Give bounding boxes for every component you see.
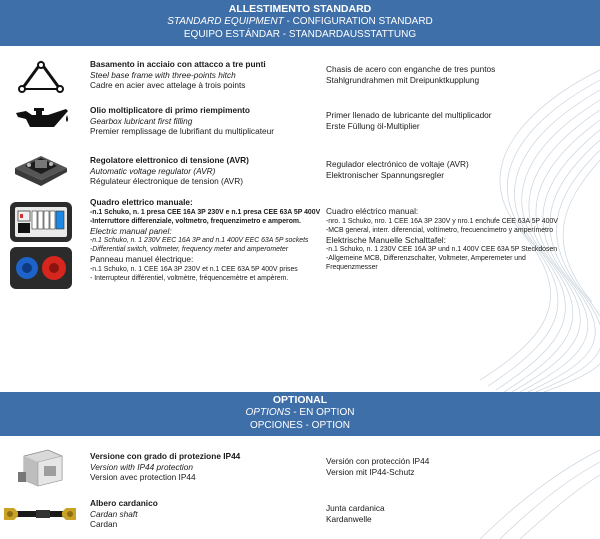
item-title: Regolatore elettronico di tensione (AVR) — [90, 155, 249, 165]
item-title: Basamento in acciaio con attacco a tre punti — [90, 59, 266, 69]
standard-title-en-fr: STANDARD EQUIPMENT - CONFIGURATION STANDARD — [167, 16, 433, 27]
panel-de-title: Elektrische Manuelle Schalttafel: — [326, 234, 446, 245]
cardan-shaft-icon — [2, 501, 78, 527]
panel-title: Quadro elettrico manuale: — [90, 197, 193, 207]
electric-panel-icon — [9, 201, 73, 291]
optional-title-es-de: OPCIONES - OPTION — [249, 419, 350, 431]
three-point-hitch-icon — [16, 58, 66, 94]
panel-es-1: -nro. 1 Schuko, nro. 1 CEE 16A 3P 230V y nro.1 enchufe CEE 63A 5P 400V — [326, 217, 558, 225]
panel-de-1: -n.1 Schuko, n. 1 230V CEE 16A 3P und n.1 400V CEE 63A 5P Steckdosen — [326, 246, 558, 254]
panel-de-3: Frequenzmesser — [326, 264, 378, 272]
standard-title-es-de: EQUIPO ESTÁNDAR - STANDARDAUSSTATTUNG — [183, 28, 417, 40]
panel-en-1: -n.1 Schuko, n. 1 230V EEC 16A 3P and n.1 400V EEC 63A 5P sockets — [90, 237, 309, 245]
item-de: Stahlgrundrahmen mit Dreipunktkupplung — [326, 74, 480, 85]
option-fr: Cardan — [90, 519, 118, 530]
option-fr: Version avec protection IP44 — [90, 472, 196, 483]
option-de: Kardanwelle — [326, 513, 372, 524]
panel-es-2: -MCB general, interr. diferencial, voltímetro, frecuencímetro y amperímetro — [326, 226, 554, 234]
oil-can-icon — [14, 104, 70, 136]
optional-title-it: OPTIONAL — [272, 394, 328, 406]
panel-it-1: -n.1 Schuko, n. 1 presa CEE 16A 3P 230V e n.1 presa CEE 63A 5P 400V — [90, 208, 321, 216]
panel-fr-1: -n.1 Schuko, n. 1 CEE 16A 3P 230V et n.1 CEE 63A 5P 400V prises — [90, 265, 298, 273]
standard-title-it: ALLESTIMENTO STANDARD — [228, 3, 372, 15]
option-en: Cardan shaft — [90, 508, 138, 519]
item-fr: Cadre en acier avec attelage à trois points — [90, 80, 246, 91]
item-es: Primer llenado de lubricante del multiplicador — [326, 110, 492, 120]
item-en: Automatic voltage regulator (AVR) — [90, 165, 216, 176]
item-es: Regulador electrónico de voltaje (AVR) — [326, 159, 469, 169]
panel-en-2: -Differential switch, voltmeter, frequency meter and amperometer — [90, 246, 288, 254]
panel-en-title: Electric manual panel: — [90, 225, 172, 236]
item-fr: Premier remplissage de lubrifiant du multiplicateur — [90, 126, 274, 137]
option-en: Version with IP44 protection — [90, 461, 193, 472]
option-title: Albero cardanico — [90, 498, 158, 508]
option-es: Versión con protección IP44 — [326, 456, 430, 466]
panel-fr-title: Panneau manuel électrique: — [90, 254, 194, 265]
standard-equipment-banner — [0, 0, 600, 46]
item-de: Elektronischer Spannungsregler — [326, 169, 445, 180]
panel-de-2: -Allgemeine MCB, Differenzschalter, Voltmeter, Amperemeter und — [326, 255, 526, 263]
optional-banner — [0, 392, 600, 436]
optional-title-en-fr: OPTIONS - EN OPTION — [245, 407, 355, 418]
item-en: Steel base frame with three-points hitch — [90, 69, 236, 80]
panel-es-title: Cuadro eléctrico manual: — [326, 206, 419, 216]
option-title: Versione con grado di protezione IP44 — [90, 451, 241, 461]
option-es: Junta cardanica — [326, 503, 385, 513]
panel-it-2: -Interruttore differenziale, voltmetro, frequenzimetro e amperom. — [90, 217, 301, 225]
item-title: Olio moltiplicatore di primo riempimento — [90, 105, 250, 115]
avr-regulator-icon — [10, 148, 72, 190]
option-de: Version mit IP44-Schutz — [326, 466, 415, 477]
item-en: Gearbox lubricant first filling — [90, 115, 193, 126]
item-fr: Régulateur électronique de tension (AVR) — [90, 176, 243, 187]
item-es: Chasis de acero con enganche de tres puntos — [326, 64, 496, 74]
ip44-enclosure-icon — [18, 446, 68, 488]
item-de: Erste Füllung öl-Multiplier — [326, 120, 420, 131]
panel-fr-2: - Interrupteur différentiel, voltmètre, fréquencemètre et ampèrem. — [90, 274, 289, 282]
